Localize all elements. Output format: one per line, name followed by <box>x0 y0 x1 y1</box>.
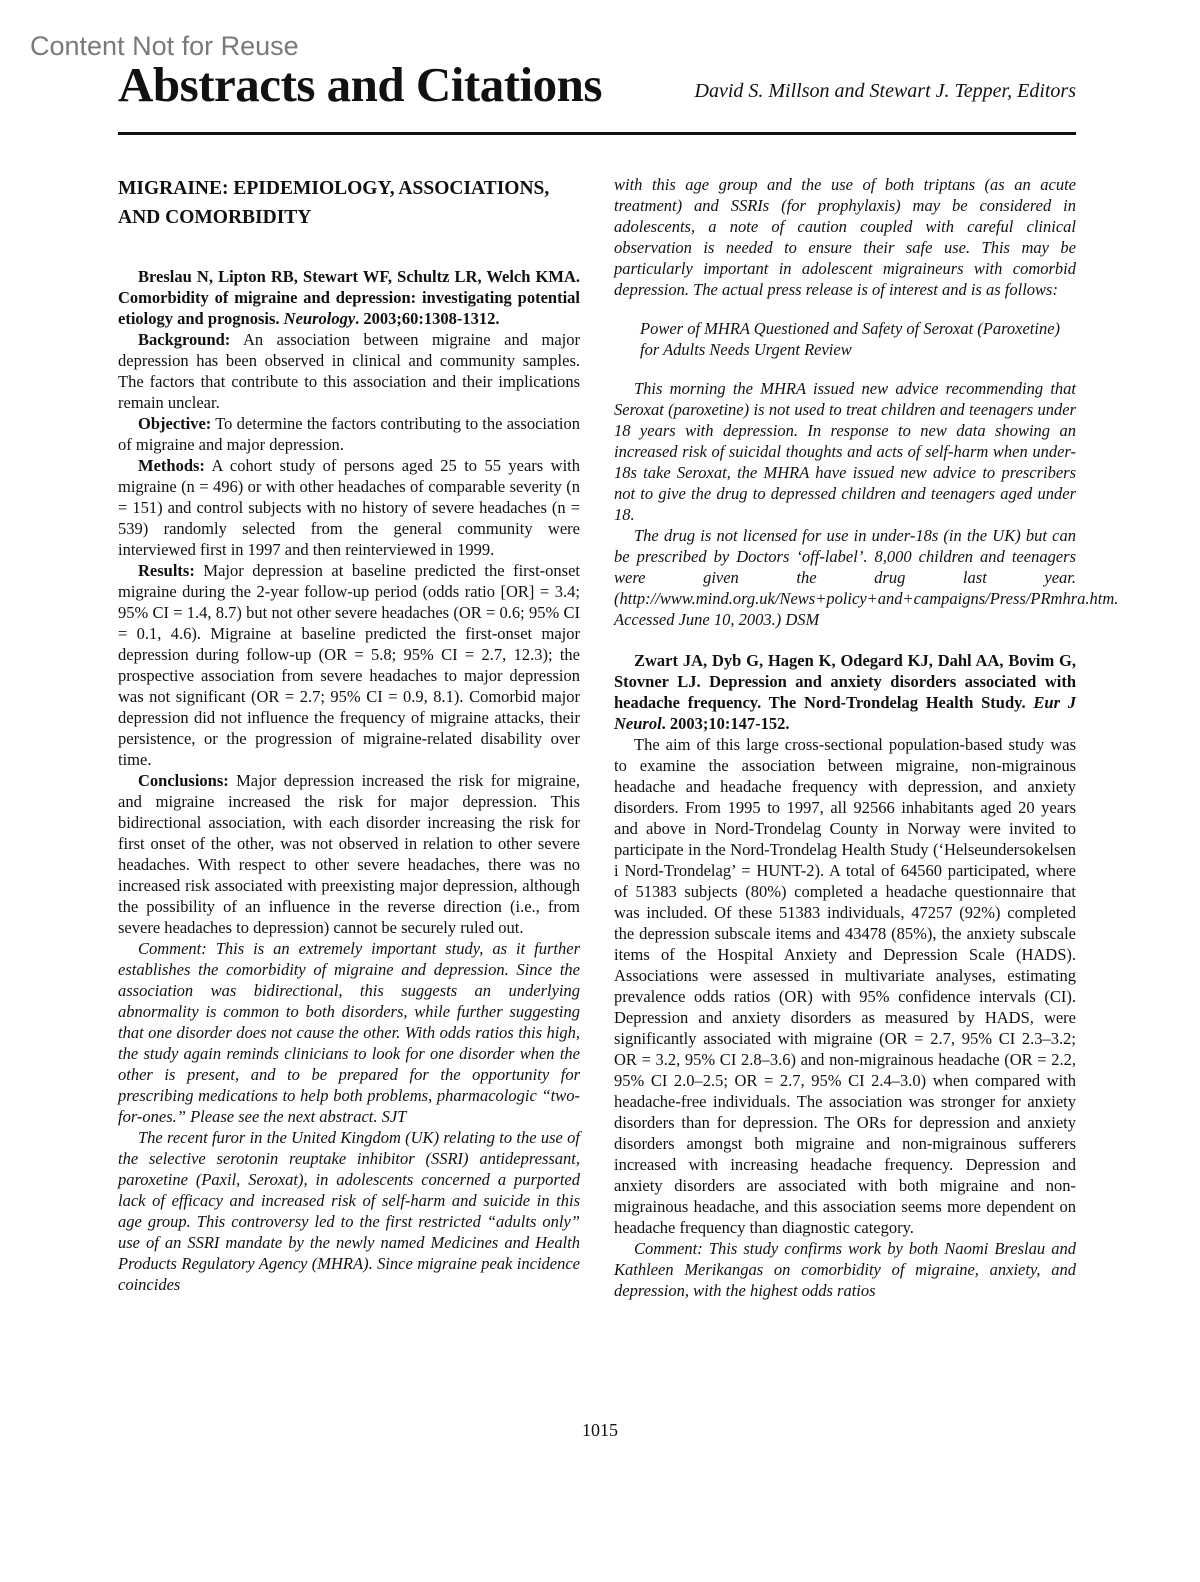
section-heading: MIGRAINE: EPIDEMIOLOGY, ASSOCIATIONS, AND COMORBIDITY <box>118 178 550 228</box>
background-label: Background: <box>138 330 231 349</box>
article2-citation-tail: . 2003;10:147-152. <box>661 714 790 733</box>
background-text: An association between migraine and major depression has been observed in clinical and community samples. The factors that contribute to this association and their implications remain unclear. <box>118 330 580 412</box>
press-release-body-1: This morning the MHRA issued new advice recommending that Seroxat (paroxetine) is not used to treat children and teenagers under 18 years with depression. In response to new data showing an increased risk of suicidal thoughts and acts of self-harm when under-18s take Seroxat, the MHRA have issued new advice to prescribers not to give the drug to depressed children and teenagers aged under 18. <box>614 379 1076 524</box>
article1-background <box>118 329 580 413</box>
methods-label: Methods: <box>138 456 205 475</box>
watermark: Content Not for Reuse <box>30 31 299 61</box>
article1-citation-text: Breslau N, Lipton RB, Stewart WF, Schultz LR, Welch KMA. Comorbidity of migraine and depression: investigating potential etiology and prognosis. <box>118 267 580 328</box>
article1-furor: The recent furor in the United Kingdom (UK) relating to the use of the selective serotonin reuptake inhibitor (SSRI) antidepressant, paroxetine (Paxil, Seroxat), in adolescents concerned a purported lack of efficacy and increased risk of self-harm and suicide in this age group. This controversy led to the first restricted “adults only” use of an SSRI mandate by the newly named Medicines and Health Products Regulatory Agency (MHRA). Since migraine peak incidence coincides <box>118 1128 580 1294</box>
right-column <box>614 174 1119 1301</box>
methods-text: A cohort study of persons aged 25 to 55 years with migraine (n = 496) or with other headaches of comparable severity (n = 151) and control subjects with no history of severe headaches (n = 539) randomly selected from the general community were interviewed first in 1997 and then reinterviewed in 1999. <box>118 456 580 559</box>
objective-text: To determine the factors contributing to the association of migraine and major depression. <box>118 414 581 454</box>
editors-line: David S. Millson and Stewart J. Tepper, Editors <box>694 80 1076 102</box>
article2-comment: Comment: This study confirms work by both Naomi Breslau and Kathleen Merikangas on comorbidity of migraine, anxiety, and depression, with the highest odds ratios <box>614 1239 1076 1300</box>
article1-journal: Neurology <box>283 309 356 328</box>
results-label: Results: <box>138 561 195 580</box>
article1-methods <box>118 455 580 560</box>
article1-furor-continued: with this age group and the use of both triptans (as an acute treatment) and SSRIs (for prophylaxis) may be considered in adolescents, a note of caution coupled with careful clinical observation is needed to ensure their safe use. This may be particularly important in adolescent migraineurs with comorbid depression. The actual press release is of interest and is as follows: <box>614 175 1076 299</box>
article1-results <box>118 560 580 770</box>
conclusions-text: Major depression increased the risk for migraine, and migraine increased the risk for major depression. This bidirectional association, with each disorder increasing the risk for first onset of the other, was not observed in relation to other severe headaches. With respect to other severe headaches, there was no increased risk associated with preexisting major depression, although the possibility of an influence in the reverse direction (i.e., from severe headaches to depression) cannot be securely ruled out. <box>118 771 581 937</box>
header-rule <box>118 132 1076 135</box>
press-release-body-2: The drug is not licensed for use in under-18s (in the UK) but can be prescribed by Doctors ‘off-label’. 8,000 children and teenagers were given the drug last year. (http://www.mind.org.uk/News+policy+and+campaigns/Press/PRmhra.htm. Accessed June 10, 2003.) DSM <box>614 526 1119 629</box>
page-number: 1015 <box>582 1420 618 1440</box>
press-release-title: Power of MHRA Questioned and Safety of Seroxat (Paroxetine) for Adults Needs Urgent Review <box>640 319 1061 359</box>
objective-label: Objective: <box>138 414 212 433</box>
article2-citation-text: Zwart JA, Dyb G, Hagen K, Odegard KJ, Dahl AA, Bovim G, Stovner LJ. Depression and anxiety disorders associated with headache frequency. The Nord-Trondelag Health Study. <box>614 651 1076 712</box>
conclusions-label: Conclusions: <box>138 771 229 790</box>
article2-body: The aim of this large cross-sectional population-based study was to examine the association between migraine, non-migrainous headache and headache frequency with depression, and anxiety disorders. From 1995 to 1997, all 92566 inhabitants aged 20 years and above in Nord-Trondelag County in Norway were invited to participate in the Nord-Trondelag Health Study (‘Helseundersokelsen i Nord-Trondelag’ = HUNT-2). A total of 64560 participated, where of 51383 subjects (80%) completed a headache questionnaire that was included. Of these 51383 individuals, 47257 (92%) completed the depression subscale items and 43478 (85%), the anxiety subscale items of the Hospital Anxiety and Depression Scale (HADS). Associations were assessed in multivariate analyses, estimating prevalence odds ratios (OR) with 95% confidence intervals (CI). Depression and anxiety disorders as measured by HADS, were significantly associated with migraine (OR = 2.7, 95% CI 2.3–3.2; OR = 3.2, 95% CI 2.8–3.6) and non-migrainous headache (OR = 2.2, 95% CI 2.0–2.5; OR = 2.7, 95% CI 2.4–3.0) when compared with headache-free individuals. The association was stronger for anxiety disorders than for depression. The ORs for depression and anxiety disorders amongst both migraine and non-migrainous sufferers increased with increasing headache frequency. Depression and anxiety disorders are associated with both migraine and non-migrainous headache, and this association seems more dependent on headache frequency than diagnostic category. <box>614 735 1076 1237</box>
article1-citation <box>118 266 580 329</box>
article1-comment: Comment: This is an extremely important study, as it further establishes the comorbidity of migraine and depression. Since the association was bidirectional, this suggests an underlying abnormality is common to both disorders, while further suggesting that one disorder does not cause the other. With odds ratios this high, the study again reminds clinicians to look for one disorder when the other is present, and to be prepared for the opportunity for prescribing medications to help both problems, pharmacologic “two-for-ones.” Please see the next abstract. SJT <box>118 939 580 1126</box>
article2-journal: Eur J Neurol <box>614 693 1077 733</box>
article1-objective <box>118 413 580 455</box>
article1-conclusions <box>118 770 580 938</box>
left-column <box>118 174 580 1295</box>
article2-citation <box>614 650 1076 734</box>
page-title: Abstracts and Citations <box>118 57 602 112</box>
article1-citation-tail: . 2003;60:1308-1312. <box>355 309 500 328</box>
results-text: Major depression at baseline predicted the first-onset migraine during the 2-year follow-up period (odds ratio [OR] = 3.4; 95% CI = 1.4, 8.7) but not other severe headaches (OR = 0.6; 95% CI = 0.1, 4.6). Migraine at baseline predicted the first-onset major depression during follow-up (OR = 5.8; 95% CI = 2.7, 12.3); the prospective association from severe headaches to major depression was not significant (OR = 2.7; 95% CI = 0.9, 8.1). Comorbid major depression did not influence the frequency of migraine attacks, their persistence, or the progression of migraine-related disability over time. <box>118 561 581 769</box>
